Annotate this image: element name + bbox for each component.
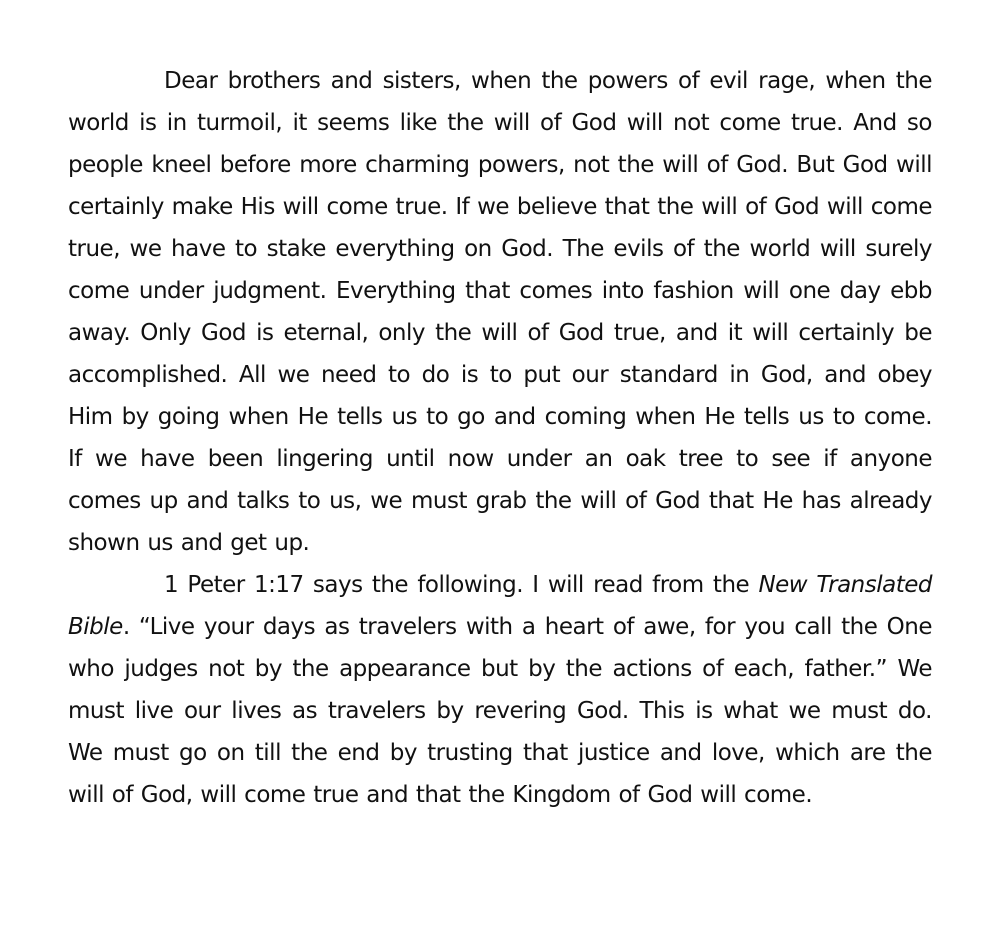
document-body xyxy=(68,60,932,816)
paragraph-intro: 1 Peter 1:17 says the following. I will read from the xyxy=(164,572,759,598)
book-title: New Translated Bible xyxy=(68,572,932,640)
paragraph: Dear brothers and sisters, when the powers of evil rage, when the world is in turmoil, it seems like the will of God will not come true. And so people kneel before more charming powers, not the will of God. But God will certainly make His will come true. If we believe that the will of God will come true, we have to stake everything on God. The evils of the world will surely come under judgment. Everything that comes into fashion will one day ebb away. Only God is eternal, only the will of God true, and it will certainly be accomplished. All we need to do is to put our standard in God, and obey Him by going when He tells us to go and coming when He tells us to come. If we have been lingering until now under an oak tree to see if anyone comes up and talks to us, we must grab the will of God that He has already shown us and get up. xyxy=(68,68,932,556)
paragraph-rest: . “Live your days as travelers with a heart of awe, for you call the One who judges not by the appearance but by the actions of each, father.” We must live our lives as travelers by revering God. This is what we must do. We must go on till the end by trusting that justice and love, which are the will of God, will come true and that the Kingdom of God will come. xyxy=(68,614,932,808)
paragraph xyxy=(68,564,932,816)
